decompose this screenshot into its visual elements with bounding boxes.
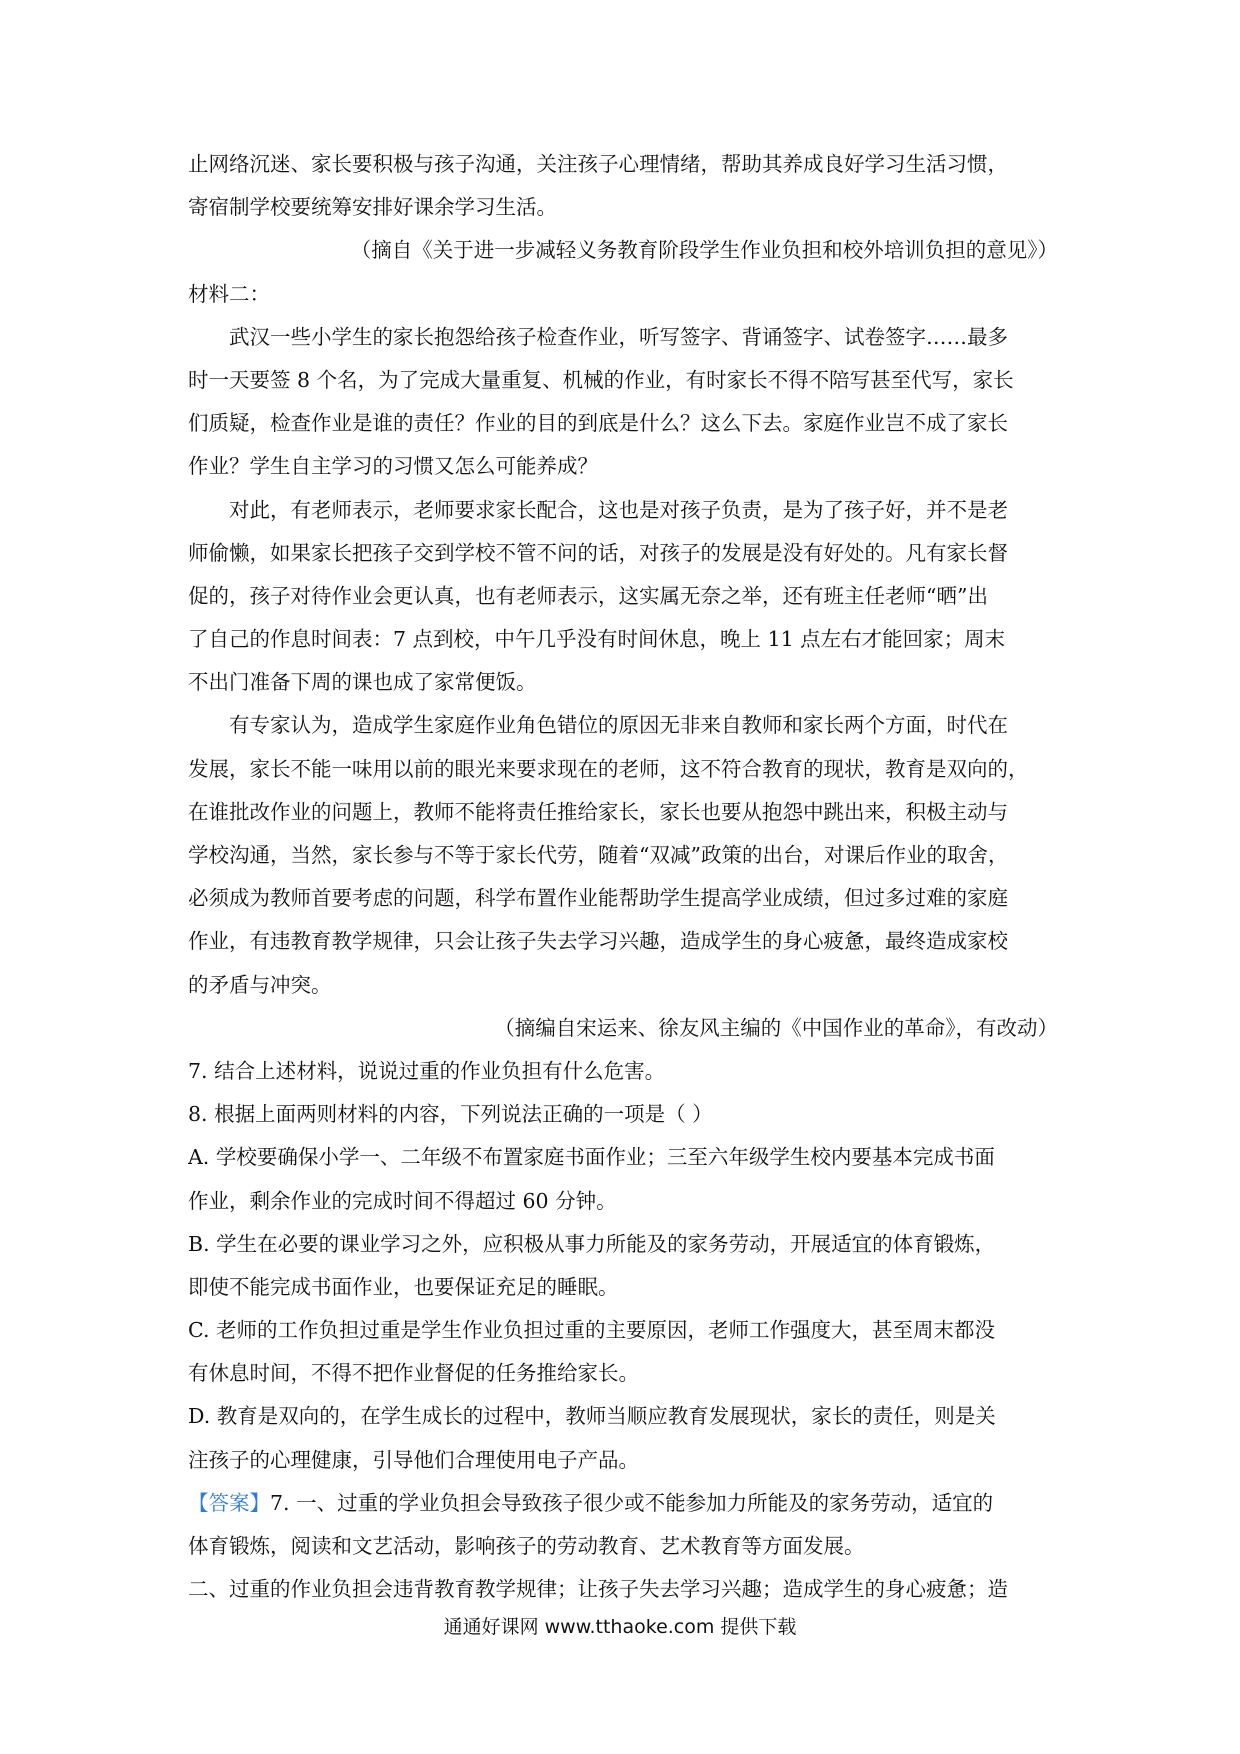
- text-line: [188, 1050, 1058, 1093]
- text-line: [188, 273, 1058, 316]
- line-text: B. 学生在必要的课业学习之外，应积极从事力所能及的家务劳动，开展适宜的体育锻炼，: [188, 1231, 996, 1256]
- line-text: 材料二：: [188, 281, 270, 306]
- line-text: 有休息时间，不得不把作业督促的任务推给家长。: [188, 1361, 639, 1386]
- line-text: 师偷懒，如果家长把孩子交到学校不管不问的话，对孩子的发展是没有好处的。凡有家长督: [188, 540, 1008, 565]
- line-text: 不出门准备下周的课也成了家常便饭。: [188, 670, 537, 695]
- text-line: [188, 1223, 1058, 1266]
- text-line: [188, 1309, 1058, 1352]
- line-text: 武汉一些小学生的家长抱怨给孩子检查作业，听写签字、背诵签字、试卷签字……最多: [229, 324, 1008, 349]
- line-text: 寄宿制学校要统筹安排好课余学习生活。: [188, 195, 557, 220]
- line-text: 在谁批改作业的问题上，教师不能将责任推给家长，家长也要从抱怨中跳出来，积极主动与: [188, 799, 1008, 824]
- text-line: [188, 575, 1058, 618]
- text-line: [188, 1395, 1058, 1438]
- text-line: [188, 1007, 1058, 1050]
- text-line: [188, 402, 1058, 445]
- text-line: [188, 229, 1058, 272]
- line-text: 了自己的作息时间表：7 点到校，中午几乎没有时间休息，晚上 11 点左右才能回家；周末: [188, 627, 1006, 652]
- line-text: 作业？学生自主学习的习惯又怎么可能养成？: [188, 454, 598, 479]
- document-body: [188, 143, 1058, 1611]
- text-line: [188, 964, 1058, 1007]
- text-line: [188, 1568, 1058, 1611]
- text-line: [188, 143, 1058, 186]
- text-line: [188, 1093, 1058, 1136]
- line-text: 7. 一、过重的学业负担会导致孩子很少或不能参加力所能及的家务劳动，适宜的: [270, 1490, 994, 1515]
- line-text: 注孩子的心理健康，引导他们合理使用电子产品。: [188, 1447, 639, 1472]
- text-line: [188, 920, 1058, 963]
- line-text: 发展，家长不能一味用以前的眼光来要求现在的老师，这不符合教育的现状，教育是双向的，: [188, 756, 1029, 781]
- text-line: [188, 1266, 1058, 1309]
- line-text: 时一天要签 8 个名，为了完成大量重复、机械的作业，有时家长不得不陪写甚至代写，家长: [188, 367, 1014, 392]
- text-line: [188, 445, 1058, 488]
- line-text: 8. 根据上面两则材料的内容，下列说法正确的一项是（ ）: [188, 1102, 713, 1127]
- line-text: （摘自《关于进一步减轻义务教育阶段学生作业负担和校外培训负担的意见》）: [350, 238, 1058, 263]
- line-text: 促的，孩子对待作业会更认真，也有老师表示，这实属无奈之举，还有班主任老师“晒”出: [188, 583, 988, 608]
- line-text: 必须成为教师首要考虑的问题，科学布置作业能帮助学生提高学业成绩，但过多过难的家庭: [188, 886, 1008, 911]
- text-line: [188, 1482, 1058, 1525]
- text-line: [188, 791, 1058, 834]
- line-text: 7. 结合上述材料，说说过重的作业负担有什么危害。: [188, 1058, 666, 1083]
- line-text: 作业，剩余作业的完成时间不得超过 60 分钟。: [188, 1188, 617, 1213]
- line-text: 即使不能完成书面作业，也要保证充足的睡眠。: [188, 1274, 619, 1299]
- line-text: 体育锻炼，阅读和文艺活动，影响孩子的劳动教育、艺术教育等方面发展。: [188, 1534, 865, 1558]
- line-text: D. 教育是双向的，在学生成长的过程中，教师当顺应教育发展现状，家长的责任，则是关: [188, 1404, 996, 1429]
- text-line: [188, 1136, 1058, 1179]
- line-text: 学校沟通，当然，家长参与不等于家长代劳，随着“双减”政策的出台，对课后作业的取舍，: [188, 843, 1009, 867]
- line-text: 作业，有违教育教学规律，只会让孩子失去学习兴趣，造成学生的身心疲惫，最终造成家校: [188, 929, 1008, 954]
- line-text: C. 老师的工作负担过重是学生作业负担过重的主要原因，老师工作强度大，甚至周末都没: [188, 1318, 995, 1343]
- text-line: [188, 1525, 1058, 1568]
- text-line: [188, 661, 1058, 704]
- line-text: 有专家认为，造成学生家庭作业角色错位的原因无非来自教师和家长两个方面，时代在: [229, 713, 1008, 738]
- answer-tag: 【答案】: [188, 1490, 270, 1515]
- text-line: [188, 877, 1058, 920]
- line-text: 对此，有老师表示，老师要求家长配合，这也是对孩子负责，是为了孩子好，并不是老: [229, 497, 1008, 522]
- text-line: [188, 316, 1058, 359]
- line-text: 们质疑，检查作业是谁的责任？作业的目的到底是什么？这么下去。家庭作业岂不成了家长: [188, 411, 1008, 436]
- text-line: [188, 1439, 1058, 1482]
- text-line: [188, 489, 1058, 532]
- text-line: [188, 834, 1058, 877]
- line-text: 二、过重的作业负担会违背教育教学规律；让孩子失去学习兴趣；造成学生的身心疲惫；造: [188, 1577, 1008, 1602]
- text-line: [188, 532, 1058, 575]
- line-text: （摘编自宋运来、徐友风主编的《中国作业的革命》，有改动）: [494, 1015, 1058, 1040]
- page-footer: 通通好课网 www.tthaoke.com 提供下载: [443, 1616, 797, 1638]
- text-line: [188, 748, 1058, 791]
- text-line: [188, 1180, 1058, 1223]
- text-line: [188, 359, 1058, 402]
- text-line: [188, 186, 1058, 229]
- text-line: [188, 1352, 1058, 1395]
- line-text: 止网络沉迷、家长要积极与孩子沟通，关注孩子心理情绪，帮助其养成良好学习生活习惯，: [188, 152, 1008, 176]
- text-line: [188, 704, 1058, 747]
- text-line: [188, 618, 1058, 661]
- line-text: A. 学校要确保小学一、二年级不布置家庭书面作业；三至六年级学生校内要基本完成书面: [188, 1145, 995, 1170]
- line-text: 的矛盾与冲突。: [188, 972, 332, 997]
